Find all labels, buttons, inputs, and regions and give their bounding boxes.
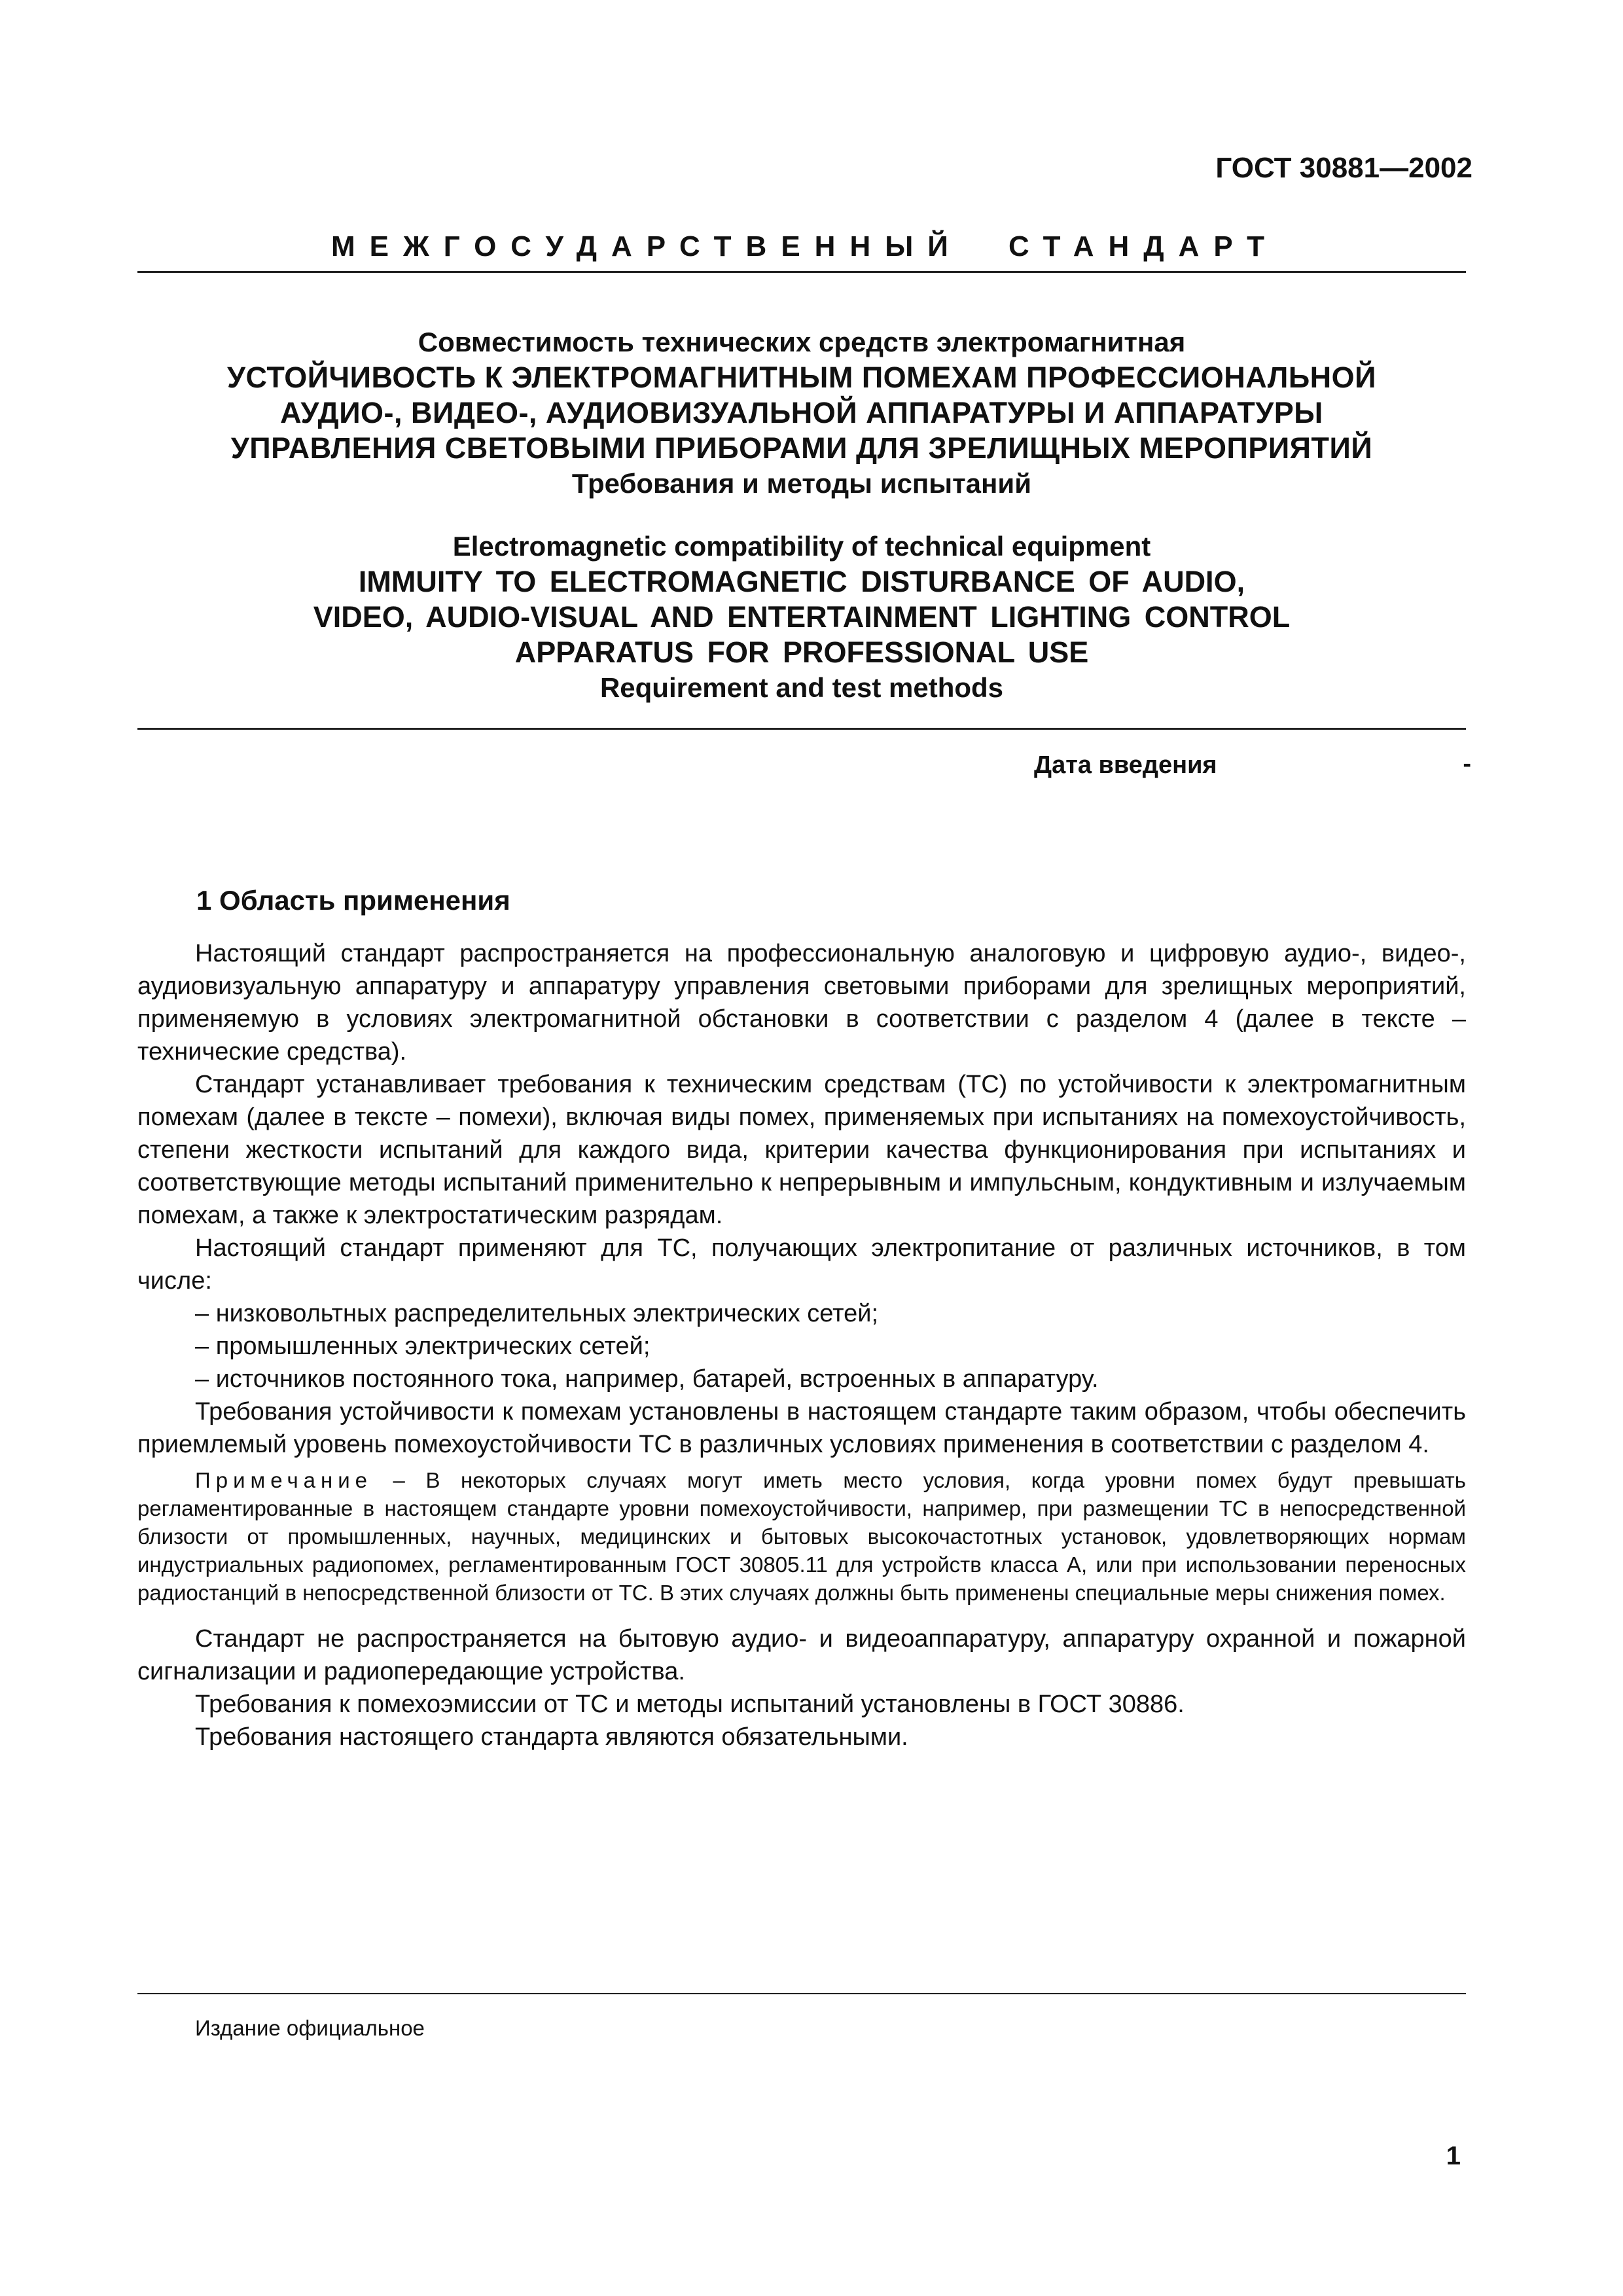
- paragraph: Настоящий стандарт применяют для ТС, получающих электропитание от различных источников, в том числе:: [137, 1234, 1466, 1295]
- title-en-line3: VIDEO, AUDIO-VISUAL AND ENTERTAINMENT LIGHTING CONTROL: [313, 600, 1291, 634]
- list-item: – промышленных электрических сетей;: [195, 1333, 651, 1360]
- note: [137, 1466, 1466, 1607]
- title-ru-line3: АУДИО-, ВИДЕО-, АУДИОВИЗУАЛЬНОЙ АППАРАТУРЫ И АППАРАТУРЫ: [280, 396, 1323, 429]
- title-ru-line1: Совместимость технических средств электромагнитная: [418, 327, 1186, 357]
- title-en-line2: IMMUITY TO ELECTROMAGNETIC DISTURBANCE OF AUDIO,: [358, 565, 1245, 598]
- paragraph: Требования настоящего стандарта являются обязательными.: [195, 1723, 908, 1751]
- title-en-line4: APPARATUS FOR PROFESSIONAL USE: [514, 636, 1089, 669]
- note-label: Примечание: [195, 1468, 373, 1492]
- title-en-line5: Requirement and test methods: [599, 672, 1004, 703]
- title-ru-line2: УСТОЙЧИВОСТЬ К ЭЛЕКТРОМАГНИТНЫМ ПОМЕХАМ ПРОФЕССИОНАЛЬНОЙ: [226, 361, 1377, 394]
- title-ru-line4: УПРАВЛЕНИЯ СВЕТОВЫМИ ПРИБОРАМИ ДЛЯ ЗРЕЛИЩНЫХ МЕРОПРИЯТИЙ: [230, 431, 1373, 465]
- section-body: [137, 937, 1466, 1753]
- title-divider: [137, 728, 1466, 730]
- standard-designation: ГОСТ 30881—2002: [1215, 152, 1472, 184]
- paragraph: Настоящий стандарт распространяется на профессиональную аналоговую и цифровую аудио-, видео-, аудиовизуальную аппаратуру и аппаратуру управления световыми приборами для зрелищных мероприятий, применяемую в условиях электромагнитной обстановки в соответствии с разделом 4 (далее в тексте – технические средства).: [137, 940, 1466, 1066]
- footer-divider: [137, 1993, 1466, 1994]
- standard-type-label: [137, 230, 1472, 263]
- page-number: 1: [1446, 2142, 1461, 2170]
- title-ru-line5: Требования и методы испытаний: [571, 468, 1032, 499]
- intro-date-value: -: [1463, 750, 1471, 778]
- title-english: [137, 529, 1466, 706]
- paragraph: Стандарт не распространяется на бытовую аудио- и видеоаппаратуру, аппаратуру охранной и пожарной сигнализации и радиопередающие устройства.: [137, 1625, 1466, 1685]
- note-text: – В некоторых случаях могут иметь место условия, когда уровни помех будут превышать регламентированные в настоящем стандарте уровни помехоустойчивости, например, при размещении ТС в непосредственной близости от промышленных, научных, медицинских и бытовых высокочастотных установок, удовлетворяющих нормам индустриальных радиопомех, регламентированным ГОСТ 30805.11 для устройств класса А, или при использовании переносных радиостанций в непосредственной близости от ТС. В этих случаях должны быть применены специальные меры снижения помех.: [137, 1468, 1466, 1605]
- section-heading: 1 Область применения: [196, 885, 510, 916]
- paragraph: Требования к помехоэмиссии от ТС и методы испытаний установлены в ГОСТ 30886.: [195, 1691, 1185, 1718]
- intro-date-label: Дата введения: [1034, 751, 1217, 779]
- standard-type-word1: МЕЖГОСУДАРСТВЕННЫЙ: [330, 230, 963, 262]
- title-en-line1: Electromagnetic compatibility of technical equipment: [452, 531, 1151, 562]
- standard-type-word2: СТАНДАРТ: [1008, 230, 1279, 262]
- list-item: – низковольтных распределительных электрических сетей;: [195, 1300, 879, 1327]
- edition-label: Издание официальное: [195, 2016, 425, 2040]
- list-item: – источников постоянного тока, например, батарей, встроенных в аппаратуру.: [195, 1365, 1099, 1393]
- header-divider: [137, 271, 1466, 273]
- paragraph: Требования устойчивости к помехам установлены в настоящем стандарте таким образом, чтобы обеспечить приемлемый уровень помехоустойчивости ТС в различных условиях применения в соответствии с разделом 4.: [137, 1398, 1466, 1458]
- title-russian: [137, 325, 1466, 501]
- paragraph: Стандарт устанавливает требования к техническим средствам (ТС) по устойчивости к электромагнитным помехам (далее в тексте – помехи), включая виды помех, применяемых при испытаниях на помехоустойчивость, степени жесткости испытаний для каждого вида, критерии качества функционирования при испытаниях и соответствующие методы испытаний применительно к непрерывным и импульсным, кондуктивным и излучаемым помехам, а также к электростатическим разрядам.: [137, 1071, 1466, 1229]
